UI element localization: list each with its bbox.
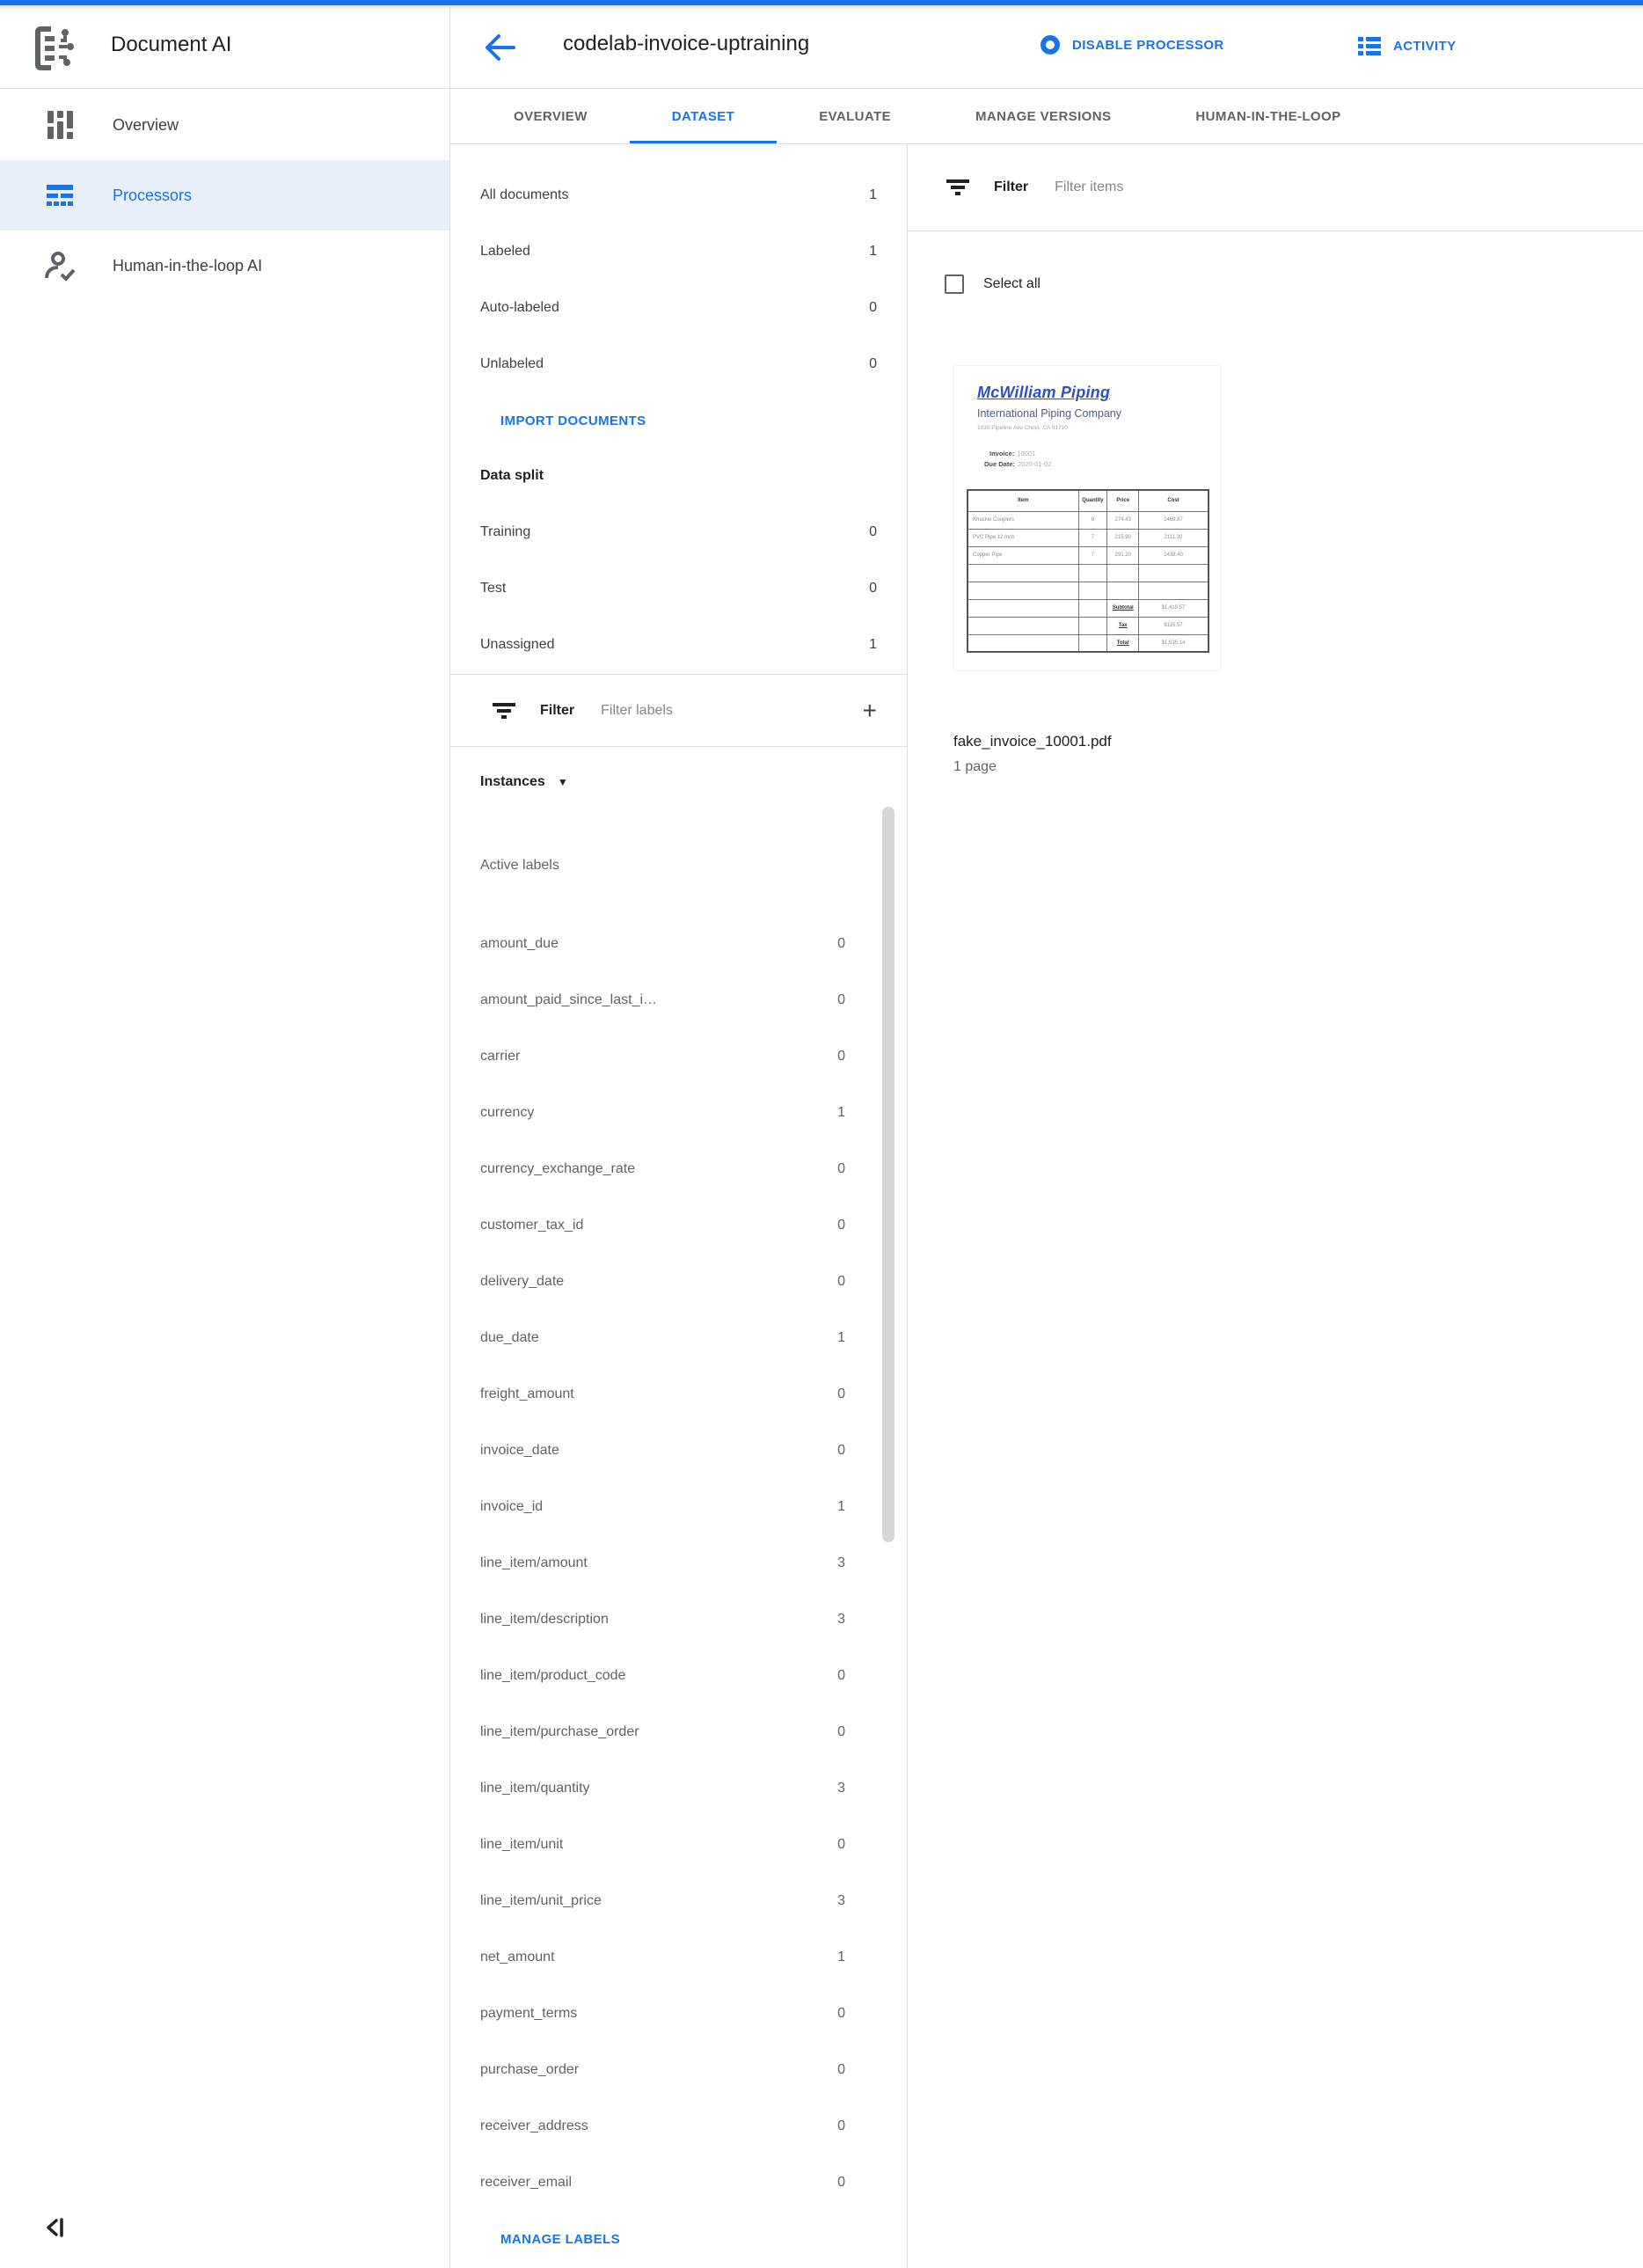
stat-count: 1 xyxy=(869,244,877,259)
import-documents-row xyxy=(450,392,907,449)
label-name: delivery_date xyxy=(480,1274,565,1289)
document-ai-logo-icon xyxy=(32,25,84,72)
disable-processor-label: DISABLE PROCESSOR xyxy=(1072,37,1224,53)
label-count: 0 xyxy=(837,1386,845,1401)
stat-label: All documents xyxy=(480,187,569,202)
label-count: 1 xyxy=(837,1105,845,1120)
label-name: receiver_email xyxy=(480,2175,573,2190)
filter-items-input[interactable] xyxy=(1055,179,1643,195)
stat-count: 0 xyxy=(869,300,877,315)
filter-labels-input[interactable] xyxy=(601,703,863,719)
label-row[interactable] xyxy=(450,1423,907,1479)
stat-label: Unlabeled xyxy=(480,356,544,371)
split-count: 1 xyxy=(869,637,877,652)
label-row[interactable] xyxy=(450,1310,907,1366)
invoice-table-header-cell: Quantity xyxy=(1078,490,1107,511)
label-count: 0 xyxy=(837,1724,845,1739)
split-label: Unassigned xyxy=(480,637,555,652)
invoice-table-row: PVC Pipe 12 Inch 7 215.90 2111.30 xyxy=(968,529,1209,546)
invoice-table-row xyxy=(968,582,1209,599)
label-count: 3 xyxy=(837,1893,845,1908)
label-row[interactable] xyxy=(450,2098,907,2155)
split-label: Test xyxy=(480,581,507,596)
app-header xyxy=(0,5,1643,89)
add-label-button[interactable]: + xyxy=(862,696,877,724)
filter-icon xyxy=(493,702,515,720)
label-count: 1 xyxy=(837,1499,845,1514)
stat-count: 1 xyxy=(869,187,877,202)
label-row[interactable] xyxy=(450,1197,907,1254)
stat-label: Auto-labeled xyxy=(480,300,559,315)
invoice-table-header-cell: Price xyxy=(1107,490,1139,511)
document-page-count: 1 page xyxy=(953,759,997,774)
stat-row[interactable] xyxy=(450,167,907,223)
tab-human-in-the-loop[interactable]: HUMAN-IN-THE-LOOP xyxy=(1195,108,1341,124)
split-row[interactable] xyxy=(450,617,907,673)
label-name: invoice_date xyxy=(480,1443,559,1458)
invoice-table-header-cell: Cost xyxy=(1139,490,1209,511)
label-name: line_item/amount xyxy=(480,1555,588,1570)
document-stats xyxy=(450,167,907,392)
invoice-table-row: Total $1,535.14 xyxy=(968,634,1209,652)
label-name: invoice_id xyxy=(480,1499,544,1514)
split-row[interactable] xyxy=(450,504,907,560)
label-count: 0 xyxy=(837,1837,845,1852)
label-count: 0 xyxy=(837,1218,845,1233)
label-count: 0 xyxy=(837,936,845,951)
label-row[interactable] xyxy=(450,916,907,972)
split-row[interactable] xyxy=(450,560,907,617)
label-name: carrier xyxy=(480,1049,521,1064)
disable-processor-button[interactable] xyxy=(1041,35,1224,55)
labels-filter-row xyxy=(450,675,907,746)
instances-dropdown[interactable] xyxy=(480,754,568,810)
labels-list xyxy=(450,916,907,2211)
manage-labels-button[interactable]: MANAGE LABELS xyxy=(500,2231,621,2247)
instances-label: Instances xyxy=(480,774,545,789)
tab-overview[interactable]: OVERVIEW xyxy=(514,108,588,124)
collapse-sidebar-button[interactable] xyxy=(40,2212,72,2243)
stat-row[interactable] xyxy=(450,223,907,280)
documents-panel xyxy=(908,144,1643,2268)
label-row[interactable] xyxy=(450,1873,907,1929)
manage-labels-row xyxy=(450,2211,907,2267)
disable-ring-icon xyxy=(1041,35,1060,55)
dataset-panel xyxy=(450,144,907,2268)
invoice-number-line: Invoice: 10001 xyxy=(989,450,1036,457)
filter-label: Filter xyxy=(540,702,575,718)
document-filename[interactable]: fake_invoice_10001.pdf xyxy=(953,733,1112,750)
label-row[interactable] xyxy=(450,2042,907,2098)
label-row[interactable] xyxy=(450,1817,907,1873)
label-name: receiver_address xyxy=(480,2118,588,2133)
stat-label: Labeled xyxy=(480,244,530,259)
activity-button[interactable] xyxy=(1358,35,1457,56)
label-count: 3 xyxy=(837,1781,845,1796)
label-row[interactable] xyxy=(450,2155,907,2211)
label-row[interactable] xyxy=(450,972,907,1028)
processor-tabbar xyxy=(450,89,1643,144)
activity-label: ACTIVITY xyxy=(1393,38,1457,54)
tab-evaluate[interactable]: EVALUATE xyxy=(819,108,891,124)
invoice-table-header xyxy=(968,490,1209,511)
label-name: customer_tax_id xyxy=(480,1218,584,1233)
label-name: line_item/quantity xyxy=(480,1781,590,1796)
invoice-table-row xyxy=(968,564,1209,582)
label-name: line_item/unit_price xyxy=(480,1893,602,1908)
overview-icon xyxy=(42,107,77,143)
label-row[interactable] xyxy=(450,1141,907,1197)
data-split-stats xyxy=(450,504,907,673)
label-row[interactable] xyxy=(450,1704,907,1760)
label-count: 0 xyxy=(837,2006,845,2021)
label-count: 0 xyxy=(837,1443,845,1458)
invoice-company-name: McWilliam Piping xyxy=(977,384,1111,401)
tab-manage-versions[interactable]: MANAGE VERSIONS xyxy=(975,108,1112,124)
split-count: 0 xyxy=(869,524,877,539)
invoice-table-row: Tax $115.57 xyxy=(968,617,1209,634)
divider xyxy=(450,746,907,747)
processors-icon xyxy=(42,178,77,213)
left-sidebar xyxy=(0,90,449,2268)
label-name: amount_due xyxy=(480,936,559,951)
label-name: line_item/unit xyxy=(480,1837,564,1852)
label-name: currency_exchange_rate xyxy=(480,1161,636,1176)
import-documents-button[interactable]: IMPORT DOCUMENTS xyxy=(500,413,646,428)
label-row[interactable] xyxy=(450,1986,907,2042)
sidebar-item-label: Human-in-the-loop AI xyxy=(113,256,263,274)
sidebar-item-overview[interactable] xyxy=(0,90,449,160)
invoice-table-row: Subtotal $1,419.57 xyxy=(968,599,1209,617)
select-all-checkbox[interactable] xyxy=(945,274,964,294)
invoice-table-header-cell: Item xyxy=(968,490,1078,511)
label-row[interactable] xyxy=(450,1366,907,1423)
stat-count: 0 xyxy=(869,356,877,371)
label-count: 3 xyxy=(837,1612,845,1627)
invoice-company-subtitle: International Piping Company xyxy=(977,407,1121,420)
invoice-due-date-line: Due Date: 2020-01-02 xyxy=(984,460,1052,468)
sidebar-item-label: Processors xyxy=(113,186,193,204)
split-label: Training xyxy=(480,524,531,539)
label-row[interactable] xyxy=(450,1591,907,1648)
label-row[interactable] xyxy=(450,1760,907,1817)
label-count: 0 xyxy=(837,2175,845,2190)
filter-label: Filter xyxy=(994,179,1029,194)
active-labels-title: Active labels xyxy=(480,858,559,873)
stat-row[interactable] xyxy=(450,336,907,392)
label-count: 1 xyxy=(837,1330,845,1345)
label-count: 0 xyxy=(837,1274,845,1289)
label-count: 0 xyxy=(837,1668,845,1683)
label-name: line_item/purchase_order xyxy=(480,1724,639,1739)
label-count: 0 xyxy=(837,2062,845,2077)
chevron-down-icon: ▼ xyxy=(557,776,568,788)
activity-list-icon xyxy=(1358,35,1381,56)
label-name: amount_paid_since_last_i… xyxy=(480,992,658,1007)
invoice-company-address: 1030 Pipeline Ave Chino, CA 91710 xyxy=(977,425,1068,431)
label-name: purchase_order xyxy=(480,2062,580,2077)
label-row[interactable] xyxy=(450,1535,907,1591)
header-divider xyxy=(449,5,450,89)
label-row[interactable] xyxy=(450,1085,907,1141)
label-count: 1 xyxy=(837,1950,845,1964)
label-row[interactable] xyxy=(450,1479,907,1535)
document-thumbnail[interactable] xyxy=(953,365,1221,671)
label-name: currency xyxy=(480,1105,535,1120)
labels-scrollbar[interactable] xyxy=(882,807,895,1542)
split-count: 0 xyxy=(869,581,877,596)
label-count: 0 xyxy=(837,992,845,1007)
label-name: line_item/product_code xyxy=(480,1668,626,1683)
invoice-line-items-table xyxy=(967,489,1209,653)
processor-name-title: codelab-invoice-uptraining xyxy=(563,32,810,55)
filter-icon xyxy=(946,179,969,196)
label-count: 0 xyxy=(837,2118,845,2133)
label-row[interactable] xyxy=(450,1648,907,1704)
back-arrow-icon[interactable] xyxy=(482,32,517,63)
sidebar-item-processors[interactable] xyxy=(0,160,449,230)
sidebar-item-human-in-the-loop[interactable] xyxy=(0,230,449,301)
items-filter-row xyxy=(908,144,1643,231)
label-name: due_date xyxy=(480,1330,539,1345)
label-count: 0 xyxy=(837,1161,845,1176)
label-name: payment_terms xyxy=(480,2006,578,2021)
label-count: 0 xyxy=(837,1049,845,1064)
data-split-title: Data split xyxy=(480,468,544,483)
label-name: freight_amount xyxy=(480,1386,574,1401)
label-row[interactable] xyxy=(450,1254,907,1310)
label-name: line_item/description xyxy=(480,1612,609,1627)
label-count: 3 xyxy=(837,1555,845,1570)
human-in-the-loop-icon xyxy=(42,248,77,283)
label-row[interactable] xyxy=(450,1028,907,1085)
select-all-control[interactable] xyxy=(945,274,1041,294)
label-row[interactable] xyxy=(450,1929,907,1986)
sidebar-item-label: Overview xyxy=(113,115,179,134)
invoice-table-row: Knuckle Couplers 9 274.43 2469.87 xyxy=(968,511,1209,529)
label-name: net_amount xyxy=(480,1950,555,1964)
stat-row[interactable] xyxy=(450,280,907,336)
app-title: Document AI xyxy=(111,33,232,56)
select-all-label: Select all xyxy=(983,276,1041,291)
invoice-table-row: Copper Pipe 7 291.20 2438.40 xyxy=(968,546,1209,564)
tab-dataset[interactable]: DATASET xyxy=(630,89,777,143)
